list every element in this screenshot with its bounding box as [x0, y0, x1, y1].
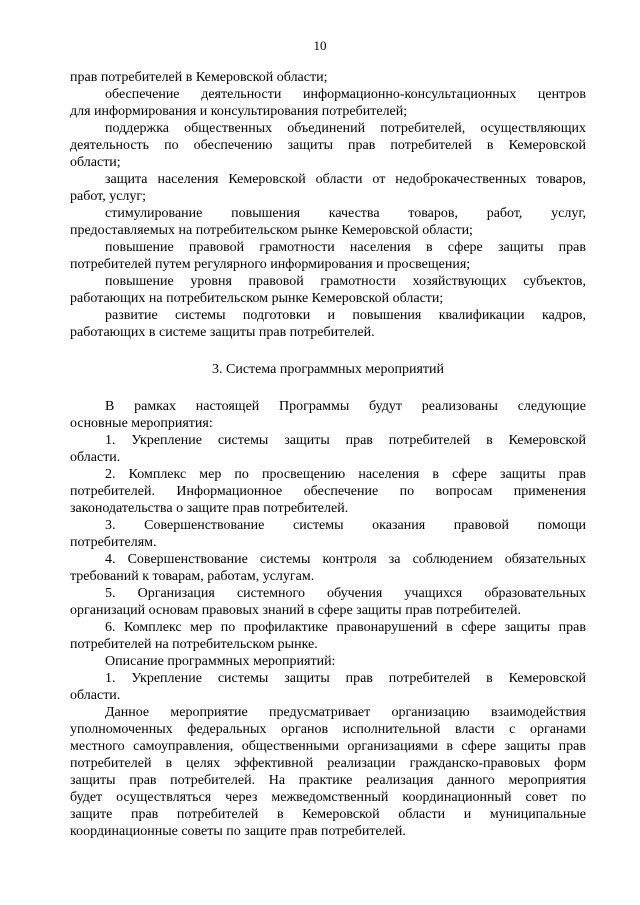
text-line: защиты прав потребителей. На практике реализация данного мероприятия [70, 773, 586, 788]
text-line: организаций основам правовых знаний в сфере защиты прав потребителей. [70, 603, 521, 618]
text-line: В рамках настоящей Программы будут реализованы следующие [105, 399, 586, 414]
section-heading: 3. Система программных мероприятий [211, 362, 445, 377]
text-line: развитие системы подготовки и повышения квалификации кадров, [105, 308, 586, 323]
text-line: деятельность по обеспечению защиты прав потребителей в Кемеровской [70, 138, 586, 153]
text-line: защите прав потребителей в Кемеровской области и муниципальные [70, 807, 586, 822]
text-line: повышение правовой грамотности населения в сфере защиты прав [105, 240, 586, 255]
text-line: 4. Совершенствование системы контроля за соблюдением обязательных [105, 552, 586, 567]
text-line: работающих в системе защиты прав потребителей. [70, 325, 375, 340]
text-line: защита населения Кемеровской области от недоброкачественных товаров, [105, 172, 586, 187]
measures-section [70, 398, 586, 840]
text-line: предоставляемых на потребительском рынке Кемеровской области; [70, 223, 473, 238]
text-line: работ, услуг; [70, 189, 147, 204]
page-number: 10 [313, 38, 327, 53]
text-line: прав потребителей в Кемеровской области; [70, 70, 328, 85]
text-line: потребителям. [70, 535, 157, 550]
text-line: местного самоуправления, общественными организациями в сфере защиты прав [70, 739, 586, 754]
text-line: Описание программных мероприятий: [105, 654, 336, 669]
text-line: будет осуществляться через межведомственный координационный совет по [70, 790, 586, 805]
text-line: законодательства о защите прав потребителей. [70, 501, 349, 516]
text-line: области. [70, 450, 121, 465]
text-line: координационные советы по защите прав потребителей. [70, 824, 406, 839]
spacer [70, 341, 586, 361]
text-line: 1. Укрепление системы защиты прав потребителей в Кемеровской [105, 433, 586, 448]
text-line: основные мероприятия: [70, 416, 213, 431]
text-line: потребителей. Информационное обеспечение по вопросам применения [70, 484, 586, 499]
page-body [70, 69, 586, 840]
text-line: обеспечение деятельности информационно-консультационных центров [105, 87, 586, 102]
text-line: 1. Укрепление системы защиты прав потребителей в Кемеровской [105, 671, 586, 686]
text-line: 5. Организация системного обучения учащихся образовательных [105, 586, 586, 601]
text-line: стимулирование повышения качества товаров, работ, услуг, [105, 206, 586, 221]
spacer [70, 378, 586, 398]
text-line: повышение уровня правовой грамотности хозяйствующих субъектов, [105, 274, 586, 289]
text-line: потребителей на потребительском рынке. [70, 637, 318, 652]
text-line: поддержка общественных объединений потребителей, осуществляющих [105, 121, 586, 136]
goals-list [70, 69, 586, 341]
text-line: требований к товарам, работам, услугам. [70, 569, 315, 584]
text-line: потребителей путем регулярного информирования и просвещения; [70, 257, 471, 272]
text-line: уполномоченных федеральных органов исполнительной власти с органами [70, 722, 586, 737]
text-line: работающих на потребительском рынке Кемеровской области; [70, 291, 444, 306]
text-line: области. [70, 688, 121, 703]
text-line: 3. Совершенствование системы оказания правовой помощи [105, 518, 586, 533]
text-line: потребителей в целях эффективной реализации гражданско-правовых форм [70, 756, 586, 771]
text-line: Данное мероприятие предусматривает организацию взаимодействия [105, 705, 586, 720]
text-line: 6. Комплекс мер по профилактике правонарушений в сфере защиты прав [105, 620, 586, 635]
text-line: для информирования и консультирования потребителей; [70, 104, 408, 119]
text-line: 2. Комплекс мер по просвещению населения в сфере защиты прав [105, 467, 586, 482]
text-line: области; [70, 155, 121, 170]
